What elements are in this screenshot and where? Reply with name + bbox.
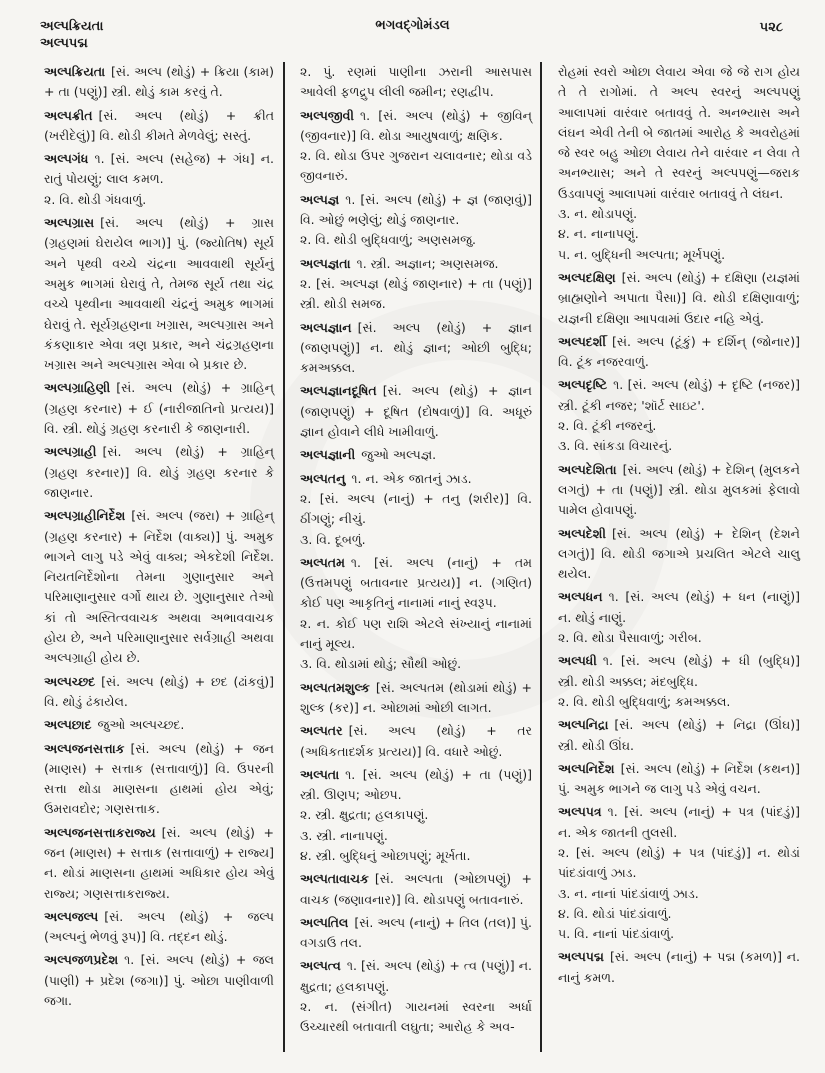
guide-word-first: અલ્પક્રિયતા [40, 19, 104, 34]
dictionary-entry [550, 332, 800, 373]
headword: અલ્પજ્ઞ [300, 191, 340, 207]
headword: અલ્પપદ્મ [558, 949, 604, 965]
definition-text: [સં. અલ્પ (નાનું) + તિલ (તલ)] પું. વગડાઉ તલ. [300, 914, 532, 951]
entry-first-line [44, 672, 274, 713]
sub-sense: ૨. વિ. થોડી ગંધવાળું. [44, 191, 147, 207]
headword: અલ્પદર્શી [558, 333, 607, 349]
dictionary-entry [550, 651, 800, 712]
headword: અલ્પજ્ઞાન [300, 319, 352, 335]
dictionary-entry [550, 759, 800, 800]
definition-text: [સં. અલ્પ (થોડું) + જ્ઞાન (જાણપણું) + દૂષિત (દોષવાળું)] વિ. અધૂરું જ્ઞાન હોવાને લીધે ખામીવાળું. [300, 383, 532, 440]
sub-sense: ૨. [સં. અલ્પજ્ઞ (થોડું જાણનાર) + તા (પણું)] સ્ત્રી. થોડી સમજ. [300, 275, 532, 312]
definition-text: ૧. [સં. અલ્પ (થોડું) + દૃષ્ટિ (નજર)] સ્ત્રી. ટૂંકી નજર; 'શૉર્ટ સાઇટ'. [558, 377, 800, 413]
headword: અલ્પગ્રાહિણી [44, 380, 111, 396]
entry-first-line [300, 765, 532, 806]
page-number: ૫૨૮ [759, 20, 783, 35]
definition-text: [સં. અલ્પ (થોડું) + દક્ષિણા (યજ્ઞમાં બ્રાહ્મણોને અપાતા પૈસા)] વિ. થોડી દક્ષિણાવાળું; યજ્ઞની દક્ષિણા આપવામાં ઉદાર નહિ એવું. [558, 269, 800, 326]
headword: અલ્પગ્રાહી [44, 444, 97, 460]
headword: અલ્પનિદ્રા [558, 717, 609, 733]
dictionary-entry [36, 739, 274, 820]
sub-sense: ૨. ન. (સંગીત) ગાયનમાં સ્વરના અર્ધા ઉચ્ચારથી બતાવાતી લઘુતા; આરોહ કે અવ- [300, 999, 532, 1035]
dictionary-entry [36, 62, 274, 103]
entry-first-line [300, 254, 532, 274]
dictionary-entry [292, 678, 532, 719]
entry-first-line [558, 802, 800, 843]
headword: અલ્પત્વ [300, 958, 341, 974]
headword: અલ્પતર [300, 723, 343, 739]
dictionary-entry [292, 106, 532, 187]
definition-text: [સં. અલ્પતા (ઓછાપણું) + વાચક (જણાવનાર)] વિ. થોડાપણું બતાવનારું. [300, 871, 532, 907]
definition-text: ૧. [સં. અલ્પ (થોડું) + જ્ઞ (જાણવું)] વિ. ઓછું ભણેલું; થોડું જાણનાર. [300, 191, 532, 228]
entry-first-line [44, 506, 274, 668]
definition-text: ૧. [સં. અલ્પ (નાનું) + તમ (ઉત્તમપણું બતાવનાર પ્રત્યય)] ન. (ગણિત) કોઈ પણ આકૃતિનું નાનામાં નાનું સ્વરૂપ. [300, 554, 532, 611]
definition-text: [સં. અલ્પ (થોડું) + જલ્પ (અલ્પનું ભેળવું રૂપ)] વિ. તદ્દન થોડું. [44, 908, 274, 945]
entry-first-line [300, 956, 532, 997]
entry-first-line [44, 907, 274, 948]
entry-first-line [558, 947, 800, 988]
dictionary-entry [36, 907, 274, 948]
definition-text: જુઓ અલ્પચ્છદ. [97, 717, 185, 733]
dictionary-entry [292, 721, 532, 762]
definition-text: ૧. [સં. અલ્પ (સહેજ) + ગંધ] ન. રાતું પોયણું; લાલ કમળ. [44, 151, 274, 187]
sub-sense: ૩. વિ. સાંકડા વિચારનું. [558, 438, 673, 454]
definition-text: [સં. અલ્પ (થોડું) + દેશિન્ (મુલકને લગતું) + તા (પણું)] સ્ત્રી. થોડા મુલકમાં ફેલાવો પામેલ હોવાપણું. [558, 461, 800, 518]
definition-text: [સં. અલ્પ (થોડું) + ગ્રાહિન્ (ગ્રહણ કરનાર)] વિ. થોડું ગ્રહણ કરનાર કે જાણનાર. [44, 444, 274, 500]
definition-text: [સં. અલ્પ (થોડું) + ગ્રાહિન્ (ગ્રહણ કરનાર) + ઈ (નારીજાતિનો પ્રત્યય)] વિ. સ્ત્રી. થોડું ગ્રહણ કરનારી કે જાણનારી. [44, 380, 274, 437]
headword: અલ્પનિર્દેશ [558, 760, 615, 776]
dictionary-entry [292, 318, 532, 379]
entry-first-line [558, 759, 800, 800]
headword: અલ્પજ્ઞાનદૂષિત [300, 383, 377, 399]
definition-text: [સં. અલ્પ (જરા) + ગ્રાહિન્ (ગ્રહણ કરનાર) + નિર્દેશ (વાક્ય)] પું. અમુક ભાગને લાગુ પડે એવું વાક્ય; એકદેશી નિર્દેશ. નિયતનિર્દેશોના તેમના ગુણાનુસાર અને પરિમાણાનુસાર વર્ગો થાય છે. ગુણાનુસાર તેઓ કાં તો અસ્તિત્વવાચક અથવા અભાવવાચક હોય છે, અને પરિમાણાનુસાર સર્વગ્રાહી અથવા અલ્પગ્રાહી હોય છે. [44, 508, 274, 666]
dictionary-entry [550, 587, 800, 648]
definition-text: ૧. [સં. અલ્પ (થોડું) + જીવિન્ (જીવનાર)] વિ. થોડા આયુષવાળું; ક્ષણિક. [300, 107, 532, 143]
sub-sense: ૪. ન. નાનાપણું. [558, 226, 639, 242]
sub-sense: ૨. વિ. થોડા ઉપર ગુજરાન ચલાવનાર; થોડા વડે જીવનારું. [300, 148, 532, 184]
headword: અલ્પજળપ્રદેશ [44, 952, 119, 968]
column-right [550, 62, 800, 991]
dictionary-entry [550, 268, 800, 329]
definition-text: [સં. અલ્પ (થોડું) + ક્રિયા (કામ) + તા (પણું)] સ્ત્રી. થોડું કામ કરવું તે. [44, 64, 274, 100]
headword: અલ્પજનસત્તાકરાજ્ય [44, 824, 156, 840]
definition-text: [સં. અલ્પ (થોડું) + જ્ઞાન (જાણપણું)] ન. થોડું જ્ઞાન; ઓછી બુદ્ધિ; કમઅક્કલ. [300, 319, 532, 376]
dictionary-entry [292, 765, 532, 866]
definition-text: રોહમાં સ્વરો ઓછા લેવાય એવા જે જે રાગ હોય તે તે રાગોમાં. તે અલ્પ સ્વરનું અલ્પપણું આલાપમાં વારંવાર બતાવવું તે. અનભ્યાસ અને લંઘન એવી તેની બે જાતમાં આરોહ કે અવરોહમાં જે સ્વર બહુ ઓછા લેવાય તેને વારંવાર ન લેવા તે અનભ્યાસ; અને તે સ્વરનું અલ્પપણું—જરાક ઉડવાપણું આલાપમાં વારંવાર બતાવવું તે લંઘન. [558, 64, 800, 201]
entry-first-line [558, 715, 800, 756]
entry-first-line [558, 375, 800, 416]
sub-sense: ૫. વિ. નાનાં પાંદડાંવાળું. [558, 926, 675, 942]
dictionary-entry [292, 469, 532, 550]
entry-first-line [300, 62, 532, 103]
sub-sense: ૩. સ્ત્રી. નાનાપણું. [300, 827, 388, 843]
entry-first-line [558, 587, 800, 628]
headword: અલ્પજલ્પ [44, 908, 99, 924]
dictionary-entry [36, 715, 274, 735]
entry-first-line [44, 823, 274, 904]
headword: અલ્પજીવી [300, 107, 354, 123]
column-left [36, 62, 274, 1014]
sub-sense: ૩. ન. નાનાં પાંદડાંવાળું ઝાડ. [558, 885, 699, 901]
entry-first-line [558, 524, 800, 585]
headword: અલ્પછાદ [44, 717, 92, 733]
dictionary-entry [292, 956, 532, 1037]
headword: અલ્પદક્ષિણ [558, 269, 616, 285]
definition-text: ૧. [સં. અલ્પ (થોડું) + જલ (પાણી) + પ્રદેશ (જગા)] પું. ઓછા પાણીવાળી જગા. [44, 952, 274, 1009]
dictionary-entry [550, 715, 800, 756]
dictionary-entry [36, 106, 274, 147]
definition-text: [સં. અલ્પ (થોડું) + તર (અધિકતાદર્શક પ્રત્યય)] વિ. વધારે ઓછું. [300, 723, 532, 759]
guide-word-last: અલ્પપદ્મ [40, 36, 88, 51]
sub-sense: ૨. વિ. થોડી બુદ્ધિવાળું; અણસમજુ. [300, 232, 476, 248]
entry-first-line [44, 715, 274, 735]
entry-first-line [558, 651, 800, 692]
sub-sense: ૫. ન. બુદ્ધિની અલ્પતા; મૂર્ખપણું. [558, 246, 726, 262]
column-middle [292, 62, 532, 1041]
sub-sense: ૨. [સં. અલ્પ (નાનું) + તનુ (શરીર)] વિ. ઠીંગણું; નીચું. [300, 490, 532, 527]
sub-sense: ૨. [સં. અલ્પ (થોડું) + પત્ર (પાંદડું)] ન. થોડાં પાંદડાંવાળું ઝાડ. [558, 844, 800, 881]
sub-sense: ૪. સ્ત્રી. બુદ્ધિનું ઓછાપણું; મૂર્ખતા. [300, 847, 471, 863]
definition-text: [સં. અલ્પ (થોડું) + જન (માણસ) + સત્તાક (સત્તાવાળું) + રાજ્ય] ન. થોડાં માણસના હાથમાં અધિકાર હોય એવું રાજ્ય; ગણસત્તાકરાજ્ય. [44, 824, 274, 901]
dictionary-entry [36, 213, 274, 375]
definition-text: ૧. સ્ત્રી. અજ્ઞાન; અણસમજ. [356, 255, 499, 271]
entry-first-line [300, 106, 532, 147]
headword: અલ્પપત્ર [558, 804, 602, 820]
headword: અલ્પદેશિતા [558, 461, 617, 477]
dictionary-entry [292, 190, 532, 251]
sub-sense: ૨. વિ. થોડા પૈસાવાળું; ગરીબ. [558, 630, 702, 646]
entry-first-line [300, 913, 532, 954]
entry-first-line [44, 149, 274, 190]
dictionary-entry [292, 913, 532, 954]
headword: અલ્પધન [558, 589, 603, 605]
dictionary-entry [36, 149, 274, 210]
entry-first-line [44, 213, 274, 375]
sub-sense: ૨. વિ. ટૂંકી નજરનું. [558, 418, 657, 434]
headword: અલ્પજ્ઞાની [300, 447, 356, 463]
definition-text: [સં. અલ્પ (થોડું) + દેશિન્ (દેશને લગતું)] વિ. થોડી જગાએ પ્રચલિત એટલે ચાલુ થયેલ. [558, 525, 800, 582]
dictionary-entry [550, 524, 800, 585]
definition-text: ૧. [સં. અલ્પ (થોડું) + ધન (નાણું)] ન. થોડું નાણું. [558, 589, 800, 625]
entry-first-line [300, 553, 532, 614]
headword: અલ્પગ્રાહીનિર્દેશ [44, 508, 126, 524]
entry-first-line [558, 460, 800, 521]
headword: અલ્પક્રીત [44, 107, 93, 123]
dictionary-entry [292, 869, 532, 910]
headword: અલ્પતમ [300, 554, 345, 570]
headword: અલ્પતા [300, 766, 340, 782]
entry-first-line [44, 442, 274, 503]
entry-first-line [300, 190, 532, 231]
column-divider [283, 62, 285, 1052]
entry-first-line [558, 62, 800, 204]
dictionary-entry [292, 254, 532, 315]
entry-first-line [558, 268, 800, 329]
headword: અલ્પતનુ [300, 470, 346, 486]
definition-text: ૧. [સં. અલ્પ (નાનું) + પત્ર (પાંદડું)] ન. એક જાતની તુલસી. [558, 804, 800, 840]
entry-first-line [300, 869, 532, 910]
definition-text: [સં. અલ્પ (થોડું) + ક્રીત (ખરીદેલું)] વિ. થોડી કીમતે મેળવેલું; સસ્તું. [44, 107, 274, 143]
headword: અલ્પદૃષ્ટિ [558, 377, 608, 393]
entry-first-line [44, 378, 274, 439]
dictionary-entry [292, 553, 532, 675]
definition-text: ૧. [સં. અલ્પ (થોડું) + ત્વ (પણું)] ન. ક્ષુદ્રતા; હલકાપણું. [300, 958, 532, 994]
headword: અલ્પગ્રાસ [44, 215, 95, 231]
dictionary-entry [550, 802, 800, 944]
headword: અલ્પજનસત્તાક [44, 740, 125, 756]
headword: અલ્પતિલ [300, 914, 349, 930]
dictionary-entry [36, 823, 274, 904]
sub-sense: ૨. ન. કોઈ પણ રાશિ એટલે સંખ્યાનું નાનામાં નાનું મૂલ્ય. [300, 615, 532, 652]
entry-first-line [44, 62, 274, 103]
definition-text: [સં. અલ્પ (થોડું) + ગ્રાસ (ગ્રહણમાં ઘેરાયેલ ભાગ)] પું. (જ્યોતિષ) સૂર્ય અને પૃથ્વી વચ્ચે ચંદ્રના આવવાથી સૂર્યનું અમુક ભાગમાં ઘેરાવું તે, તેમજ સૂર્ય તથા ચંદ્ર વચ્ચે પૃથ્વીના આવવાથી ચંદ્રનું અમુક ભાગમાં ઘેરાવું તે. સૂર્યગ્રહણના ખગ્રાસ, અલ્પગ્રાસ અને કંકણાકાર એવા ત્રણ પ્રકાર, અને ચંદ્રગ્રહણના ખગ્રાસ અને અલ્પગ્રાસ એવા બે પ્રકાર છે. [44, 215, 274, 373]
sub-sense: ૩. વિ. દૂબળું. [300, 531, 366, 547]
entry-first-line [300, 445, 532, 465]
dictionary-entry [292, 445, 532, 465]
entry-first-line [300, 318, 532, 379]
sub-sense: ૨. સ્ત્રી. ક્ષુદ્રતા; હલકાપણું. [300, 807, 429, 823]
definition-text: [સં. અલ્પ (થોડું) + નિર્દેશ (કથન)] પું. અમુક ભાગને જ લાગુ પડે એવું વચન. [558, 760, 800, 797]
dictionary-entry [292, 381, 532, 442]
entry-first-line [300, 469, 532, 489]
sub-sense: ૩. વિ. થોડામાં થોડું; સૌથી ઓછું. [300, 656, 462, 672]
dictionary-entry [36, 950, 274, 1011]
definition-text: [સં. અલ્પ (નાનું) + પદ્મ (કમળ)] ન. નાનું કમળ. [558, 949, 800, 985]
definition-text: [સં. અલ્પતમ (થોડામાં થોડું) + શુલ્ક (કર)] ન. ઓછામાં ઓછી લાગત. [300, 679, 532, 715]
definition-text: [સં. અલ્પ (થોડું) + જન (માણસ) + સત્તાક (સત્તાવાળું)] વિ. ઉપરની સત્તા થોડા માણસના હાથમાં હોય એવું; ઉમરાવદોર; ગણસત્તાક. [44, 740, 274, 817]
entry-continuation [292, 62, 532, 103]
entry-first-line [558, 332, 800, 373]
headword: અલ્પતમશુલ્ક [300, 679, 370, 695]
dictionary-title: ભગવદ્ગોમંડલ [375, 18, 450, 33]
dictionary-entry [36, 672, 274, 713]
entry-first-line [300, 381, 532, 442]
definition-text: ૧. [સં. અલ્પ (થોડું) + તા (પણું)] સ્ત્રી. ઊણપ; ઓછપ. [300, 766, 532, 803]
definition-text: [સં. અલ્પ (થોડું) + છદ (ઢાંકવું)] વિ. થોડું ઢંકાયેલ. [44, 673, 274, 709]
headword: અલ્પતાવાચક [300, 871, 369, 887]
entry-first-line [300, 678, 532, 719]
sub-sense: ૩. ન. થોડાપણું. [558, 206, 638, 222]
column-divider [540, 62, 542, 1052]
dictionary-entry [550, 375, 800, 456]
dictionary-entry [550, 460, 800, 521]
sub-sense: ૪. વિ. થોડાં પાંદડાંવાળું. [558, 905, 672, 921]
headword: અલ્પજ્ઞતા [300, 255, 351, 271]
definition-text: [સં. અલ્પ (ટૂંકું) + દર્શિન્ (જોનાર)] વિ. ટૂંક નજરવાળું. [558, 333, 800, 370]
dictionary-entry [36, 442, 274, 503]
dictionary-entry [36, 378, 274, 439]
entry-first-line [44, 106, 274, 147]
entry-continuation [550, 62, 800, 265]
sub-sense: ૨. વિ. થોડી બુદ્ધિવાળું; કમઅક્કલ. [558, 693, 731, 709]
dictionary-entry [550, 947, 800, 988]
definition-text: [સં. અલ્પ (થોડું) + નિદ્રા (ઊંઘ)] સ્ત્રી. થોડી ઊંઘ. [558, 717, 800, 753]
headword: અલ્પચ્છદ [44, 673, 96, 689]
definition-text: ૧. ન. એક જાતનું ઝાડ. [351, 470, 472, 486]
entry-first-line [44, 950, 274, 1011]
headword: અલ્પદેશી [558, 525, 607, 541]
definition-text: ૧. [સં. અલ્પ (થોડું) + ધી (બુદ્ધિ)] સ્ત્રી. થોડી અક્કલ; મંદબુદ્ધિ. [558, 653, 800, 689]
headword: અલ્પધી [558, 653, 597, 669]
entry-first-line [44, 739, 274, 820]
headword: અલ્પગંધ [44, 151, 89, 167]
definition-text: ૨. પું. રણમાં પાણીના ઝરાની આસપાસ આવેલી ફળદ્રુપ લીલી જમીન; રણદ્વીપ. [300, 64, 532, 100]
definition-text: જુઓ અલ્પજ્ઞ. [361, 447, 437, 463]
headword: અલ્પક્રિયતા [44, 64, 106, 79]
entry-first-line [300, 721, 532, 762]
dictionary-entry [36, 506, 274, 668]
